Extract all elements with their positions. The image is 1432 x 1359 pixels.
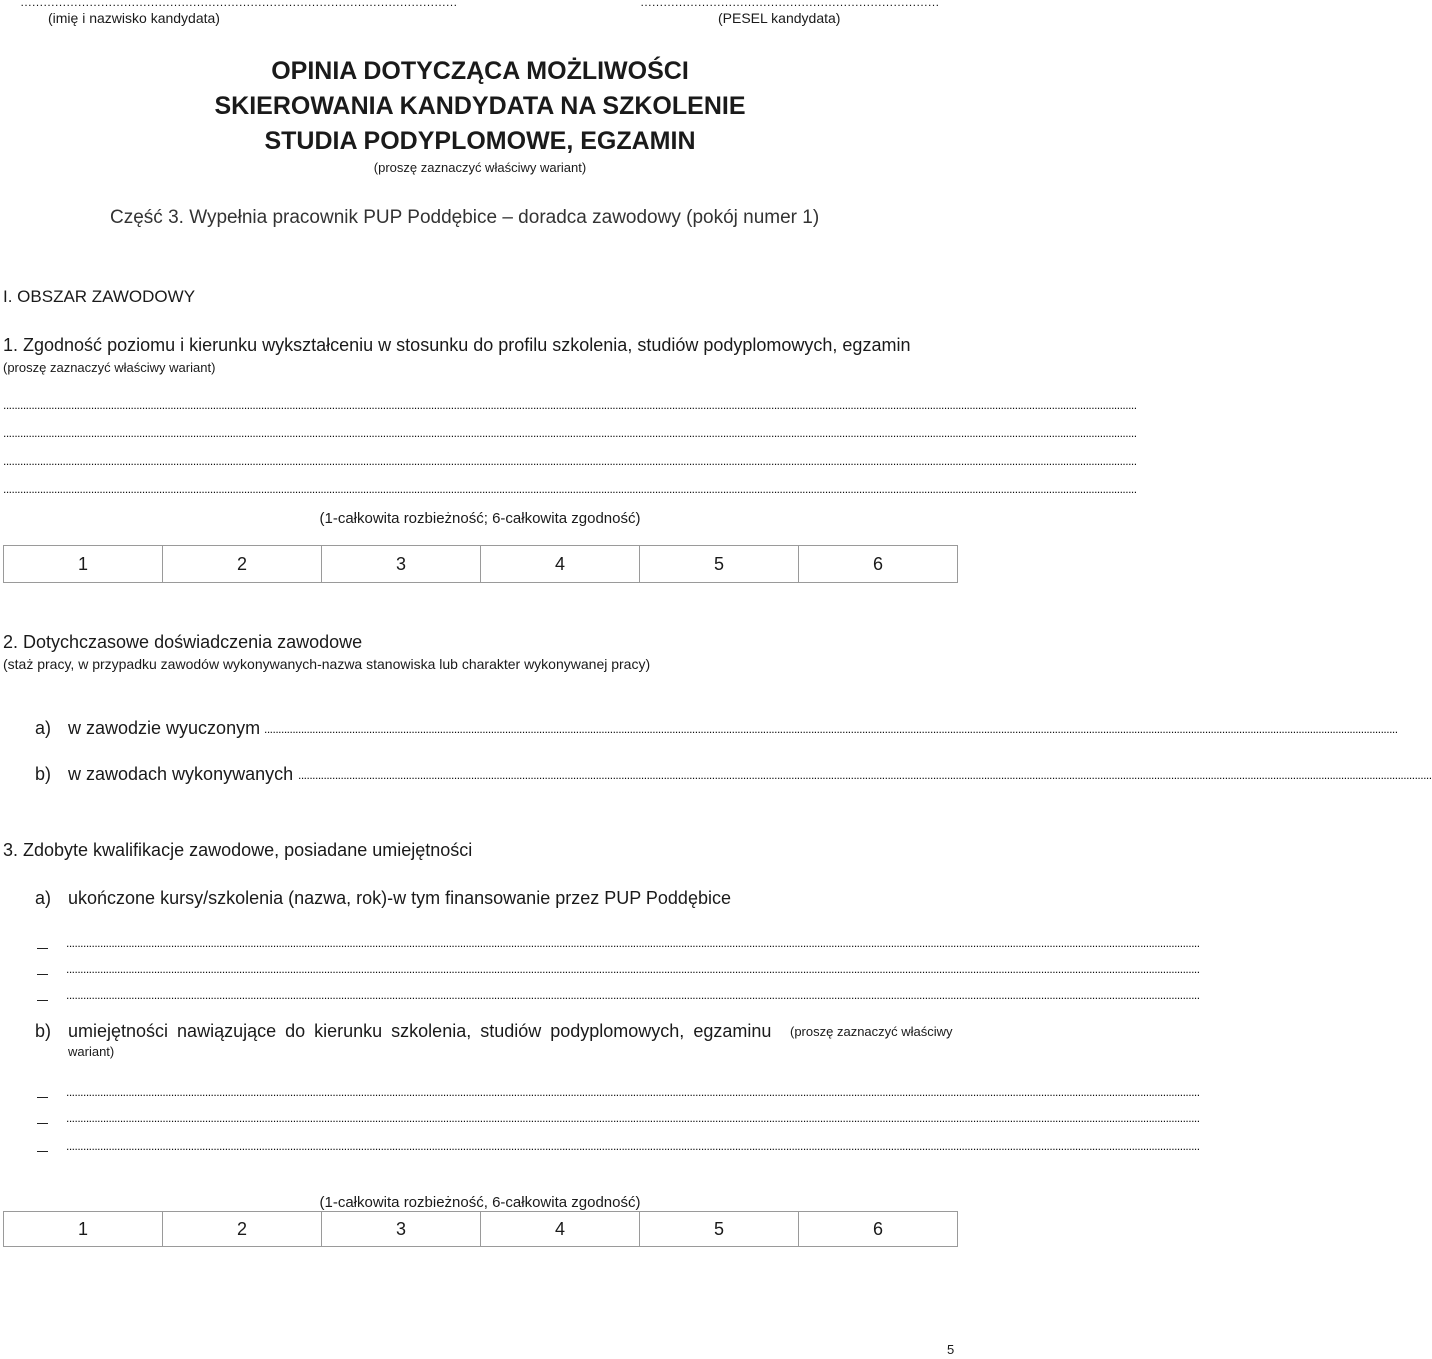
rating-option[interactable]: 2 bbox=[163, 1212, 322, 1247]
item-2a-label: w zawodzie wyuczonym bbox=[68, 718, 261, 738]
title-line-1: OPINIA DOTYCZĄCA MOŻLIWOŚCI bbox=[271, 57, 689, 85]
course-line-3[interactable]: ................................................................................................................................................................................................................................................................................................................................................................................................................ bbox=[66, 988, 1200, 1002]
question-3: 3. Zdobyte kwalifikacje zawodowe, posiadane umiejętności bbox=[3, 840, 473, 860]
bullet-dash bbox=[37, 974, 48, 975]
rating-option[interactable]: 3 bbox=[322, 1212, 481, 1247]
title-line-3: STUDIA PODYPLOMOWE, EGZAMIN bbox=[264, 127, 696, 155]
scale-label-2: (1-całkowita rozbieżność, 6-całkowita zgodność) bbox=[319, 1194, 641, 1211]
bullet-dash bbox=[37, 1151, 48, 1152]
name-label: (imię i nazwisko kandydata) bbox=[48, 10, 220, 26]
question-1: 1. Zgodność poziomu i kierunku wykształceniu w stosunku do profilu szkolenia, studiów podyplomowych, egzamin bbox=[3, 335, 911, 355]
rating-scale-1 bbox=[3, 545, 958, 583]
rating-option[interactable]: 4 bbox=[481, 1212, 640, 1247]
bullet-dash bbox=[37, 1123, 48, 1124]
bullet-dash bbox=[37, 1000, 48, 1001]
rating-option[interactable]: 1 bbox=[4, 1212, 163, 1247]
rating-option[interactable]: 2 bbox=[163, 546, 322, 583]
course-line-1[interactable]: ................................................................................................................................................................................................................................................................................................................................................................................................................ bbox=[66, 936, 1200, 950]
item-2b-label: w zawodach wykonywanych bbox=[68, 764, 294, 784]
question-1-note: (proszę zaznaczyć właściwy wariant) bbox=[3, 360, 216, 375]
question-2: 2. Dotychczasowe doświadczenia zawodowe bbox=[3, 632, 363, 652]
rating-option[interactable]: 4 bbox=[481, 546, 640, 583]
item-3a-label: ukończone kursy/szkolenia (nazwa, rok)-w tym finansowanie przez PUP Poddębice bbox=[68, 888, 731, 908]
answer-line-1[interactable]: ................................................................................................................................................................................................................................................................................................................................................................................................................ bbox=[3, 398, 1137, 412]
item-2b-field[interactable]: ................................................................................................................................................................................................................................................................................................................................................................................................................ bbox=[298, 768, 1432, 782]
skill-line-1[interactable]: ................................................................................................................................................................................................................................................................................................................................................................................................................ bbox=[66, 1085, 1200, 1099]
rating-option[interactable]: 1 bbox=[4, 546, 163, 583]
question-2-note: (staż pracy, w przypadku zawodów wykonywanych-nazwa stanowiska lub charakter wykonywanej pracy) bbox=[3, 656, 651, 672]
skill-line-2[interactable]: ................................................................................................................................................................................................................................................................................................................................................................................................................ bbox=[66, 1111, 1200, 1125]
item-3a-marker: a) bbox=[35, 888, 52, 908]
item-3b-note-2: wariant) bbox=[68, 1044, 115, 1059]
item-2b-marker: b) bbox=[35, 764, 52, 784]
rating-option[interactable]: 6 bbox=[799, 546, 958, 583]
item-2a-field[interactable]: ................................................................................................................................................................................................................................................................................................................................................................................................................ bbox=[264, 722, 1398, 736]
name-dots: …………………………………………………………………………………………………… bbox=[20, 0, 457, 9]
course-line-2[interactable]: ................................................................................................................................................................................................................................................................................................................................................................................................................ bbox=[66, 962, 1200, 976]
rating-scale-2 bbox=[3, 1211, 958, 1247]
section-1-heading: I. OBSZAR ZAWODOWY bbox=[3, 287, 196, 306]
pesel-dots: …………………………………………………………………… bbox=[640, 0, 939, 9]
skill-line-3[interactable]: ................................................................................................................................................................................................................................................................................................................................................................................................................ bbox=[66, 1139, 1200, 1153]
answer-line-4[interactable]: ................................................................................................................................................................................................................................................................................................................................................................................................................ bbox=[3, 482, 1137, 496]
rating-option[interactable]: 6 bbox=[799, 1212, 958, 1247]
answer-line-3[interactable]: ................................................................................................................................................................................................................................................................................................................................................................................................................ bbox=[3, 454, 1137, 468]
title-note: (proszę zaznaczyć właściwy wariant) bbox=[373, 160, 587, 175]
item-2a-marker: a) bbox=[35, 718, 52, 738]
bullet-dash bbox=[37, 948, 48, 949]
page-number: 5 bbox=[947, 1342, 955, 1357]
part-heading: Część 3. Wypełnia pracownik PUP Poddębice – doradca zawodowy (pokój numer 1) bbox=[110, 207, 820, 228]
answer-line-2[interactable]: ................................................................................................................................................................................................................................................................................................................................................................................................................ bbox=[3, 426, 1137, 440]
pesel-label: (PESEL kandydata) bbox=[718, 10, 841, 26]
title-line-2: SKIEROWANIA KANDYDATA NA SZKOLENIE bbox=[214, 92, 746, 120]
rating-option[interactable]: 5 bbox=[640, 1212, 799, 1247]
bullet-dash bbox=[37, 1097, 48, 1098]
item-3b-label: umiejętności nawiązujące do kierunku szkolenia, studiów podyplomowych, egzaminu bbox=[68, 1021, 772, 1041]
item-3b-note: (proszę zaznaczyć właściwy bbox=[790, 1024, 953, 1039]
item-3b-marker: b) bbox=[35, 1021, 52, 1041]
rating-option[interactable]: 3 bbox=[322, 546, 481, 583]
rating-option[interactable]: 5 bbox=[640, 546, 799, 583]
scale-label-1: (1-całkowita rozbieżność; 6-całkowita zgodność) bbox=[319, 510, 641, 527]
